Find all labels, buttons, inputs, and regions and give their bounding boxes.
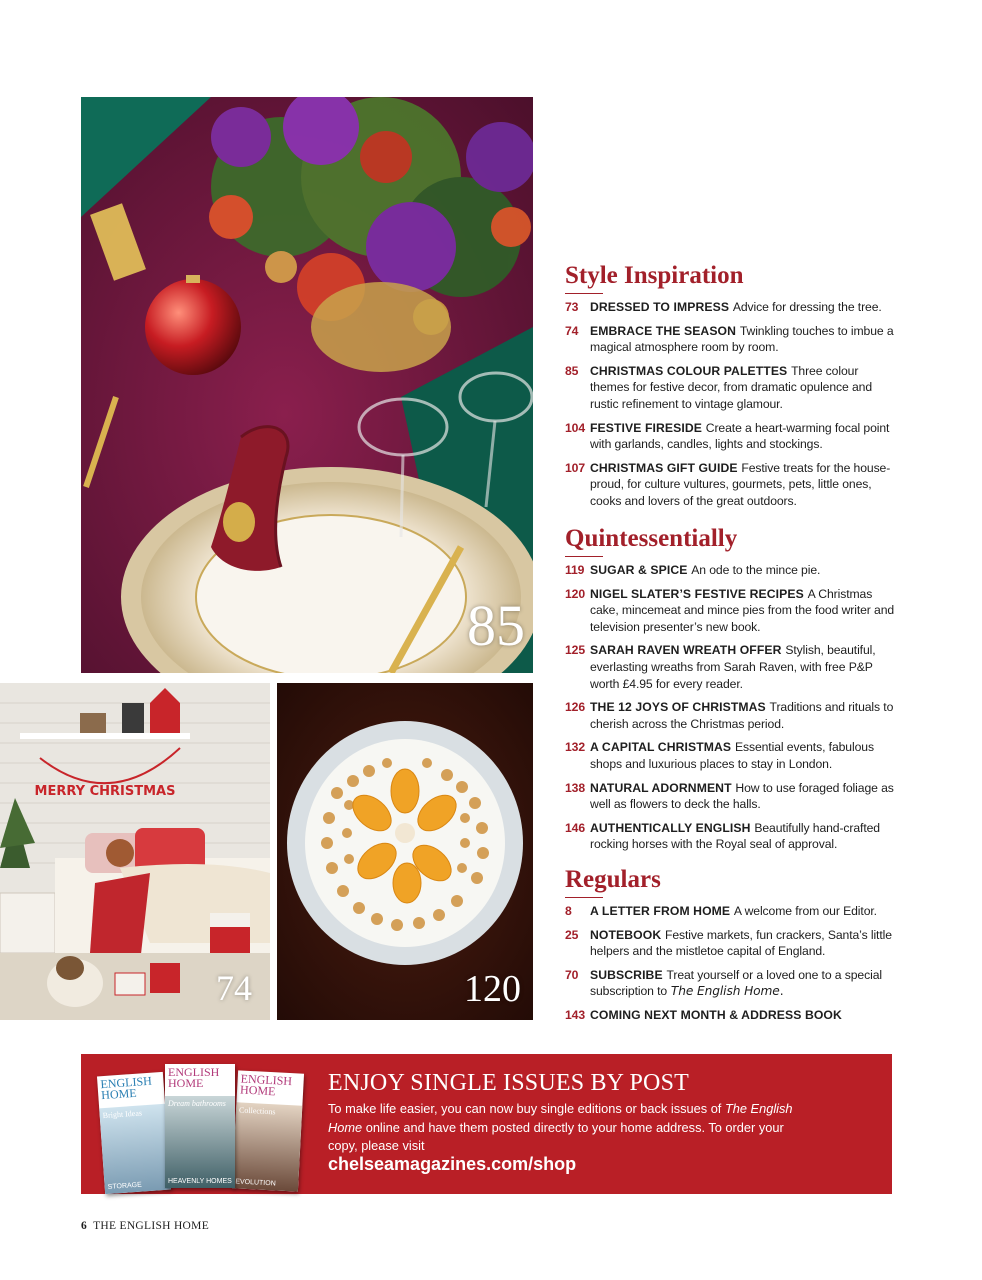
entry-title: NATURAL ADORNMENT xyxy=(590,780,732,795)
entry-page: 70 xyxy=(565,967,579,982)
photo-page-number: 85 xyxy=(467,593,525,658)
cover-line: Bright Ideas xyxy=(102,1108,143,1121)
banner-title: ENJOY SINGLE ISSUES BY POST xyxy=(328,1070,689,1096)
contents-section-quintessentially xyxy=(565,525,895,860)
cover-line: Dream bathrooms xyxy=(168,1099,226,1108)
cover-footer: EVOLUTION xyxy=(235,1178,276,1188)
section-rule xyxy=(565,293,603,294)
entry-page: 132 xyxy=(565,740,586,755)
entry-description: Essential events, fabulous shops and luxurious places to stay in London. xyxy=(590,740,874,771)
entry-page: 119 xyxy=(565,563,585,577)
entry-description: Three colour themes for festive decor, from dramatic opulence and rustic refinement to vintage glamour. xyxy=(590,363,873,411)
contents-entry[interactable] xyxy=(565,642,895,692)
entry-description-italic: The English Home xyxy=(670,984,780,999)
magazine-cover xyxy=(97,1072,171,1194)
entry-title: A CAPITAL CHRISTMAS xyxy=(590,740,732,755)
entry-description: An ode to the mince pie. xyxy=(691,563,821,577)
entry-title: DRESSED TO IMPRESS xyxy=(590,300,730,314)
entry-description: A welcome from our Editor. xyxy=(733,904,877,918)
folio-page-number: 6 xyxy=(81,1220,88,1232)
contents-section-style-inspiration xyxy=(565,262,895,517)
entry-description: Create a heart-warming focal point with garlands, candles, lights and stockings. xyxy=(590,420,890,452)
banner-body-italic: The English Home xyxy=(328,1101,793,1135)
entry-description: Stylish, beautiful, everlasting wreaths from Sarah Raven, with free P&P worth £4.95 for every reader. xyxy=(590,643,876,691)
entry-page: 25 xyxy=(565,927,579,942)
banner-body xyxy=(328,1100,798,1156)
cover-footer: HEAVENLY HOMES xyxy=(168,1178,232,1185)
photo-page-number: 120 xyxy=(464,968,521,1010)
section-heading: Quintessentially xyxy=(565,525,738,552)
entry-description: Beautifully hand-crafted rocking horses with the Royal seal of approval. xyxy=(590,820,880,852)
entry-page: 138 xyxy=(565,780,586,795)
photo-table-setting xyxy=(81,97,533,673)
entry-description: A Christmas cake, mincemeat and mince pies from the food writer and television presenter’s new book. xyxy=(590,586,895,634)
entry-title: CHRISTMAS GIFT GUIDE xyxy=(590,460,738,475)
cover-image xyxy=(232,1102,302,1191)
contents-entry[interactable] xyxy=(565,699,895,732)
contents-entry[interactable] xyxy=(565,820,895,853)
entry-description: Festive markets, fun crackers, Santa’s little helpers and the mistletoe capital of England. xyxy=(590,927,892,959)
contents-entry[interactable] xyxy=(565,299,895,316)
entry-title: EMBRACE THE SEASON xyxy=(590,323,737,338)
section-heading: Style Inspiration xyxy=(565,262,744,289)
entry-title: NOTEBOOK xyxy=(590,927,662,942)
table-setting-image xyxy=(81,97,533,673)
entry-page: 120 xyxy=(565,586,586,601)
entry-title: A LETTER FROM HOME xyxy=(590,904,731,918)
bunting-text: MERRY CHRISTMAS xyxy=(34,784,176,799)
entry-description: Twinkling touches to imbue a magical atmosphere room by room. xyxy=(590,323,894,355)
banner-body-text: online and have them posted directly to your home address. To order your copy, please visit xyxy=(328,1119,784,1153)
cover-line: Collections xyxy=(238,1105,276,1117)
contents-entry[interactable] xyxy=(565,420,895,453)
contents-entry[interactable] xyxy=(565,562,895,579)
entry-title: NIGEL SLATER’S FESTIVE RECIPES xyxy=(590,586,804,601)
photo-christmas-cake xyxy=(277,683,533,1020)
entry-page: 85 xyxy=(565,363,579,378)
contents-entry[interactable] xyxy=(565,967,895,1000)
cover-masthead: ENGLISH HOME xyxy=(239,1071,293,1099)
entry-page: 73 xyxy=(565,300,579,314)
entry-description: Advice for dressing the tree. xyxy=(732,300,882,314)
contents-entry[interactable] xyxy=(565,903,895,920)
cover-image xyxy=(99,1104,171,1194)
entry-page: 104 xyxy=(565,420,586,435)
entry-title: SUBSCRIBE xyxy=(590,967,663,982)
entry-page: 125 xyxy=(565,643,586,658)
entry-title: COMING NEXT MONTH & ADDRESS BOOK xyxy=(590,1007,842,1022)
entry-page: 8 xyxy=(565,904,572,918)
entry-title: SARAH RAVEN WREATH OFFER xyxy=(590,643,782,658)
shop-link[interactable]: chelseamagazines.com/shop xyxy=(328,1154,577,1174)
contents-entry[interactable] xyxy=(565,927,895,960)
entry-page: 126 xyxy=(565,700,586,715)
entry-page: 143 xyxy=(565,1007,586,1022)
section-rule xyxy=(565,897,603,898)
photo-page-number: 74 xyxy=(216,968,252,1008)
cover-footer: STORAGE xyxy=(107,1181,143,1191)
contents-entry[interactable] xyxy=(565,323,895,356)
entry-title: AUTHENTICALLY ENGLISH xyxy=(590,820,751,835)
contents-entry[interactable] xyxy=(565,460,895,510)
entry-title: THE 12 JOYS OF CHRISTMAS xyxy=(590,700,766,715)
contents-section-regulars xyxy=(565,866,895,1031)
entry-description: Traditions and rituals to cherish across the Christmas period. xyxy=(590,700,894,731)
contents-entry[interactable] xyxy=(565,586,895,636)
magazine-cover xyxy=(232,1070,304,1191)
entry-title: FESTIVE FIRESIDE xyxy=(590,420,702,435)
contents-entry[interactable] xyxy=(565,1007,895,1024)
magazine-covers xyxy=(93,1062,308,1190)
entry-page: 107 xyxy=(565,460,586,475)
folio-title: THE ENGLISH HOME xyxy=(93,1220,210,1232)
cover-masthead: ENGLISH HOME xyxy=(168,1065,220,1090)
entry-description: Festive treats for the house-proud, for culture vultures, gourmets, pets, little ones, cooks and lovers of the great outdoors. xyxy=(590,460,891,508)
section-rule xyxy=(565,556,603,557)
photo-bedroom xyxy=(0,683,270,1020)
cover-image xyxy=(165,1096,235,1188)
entry-description-end: . xyxy=(779,984,784,999)
section-heading: Regulars xyxy=(565,866,661,893)
magazine-cover xyxy=(165,1064,235,1188)
entry-description: How to use foraged foliage as well as flowers to deck the halls. xyxy=(590,780,894,812)
entry-page: 146 xyxy=(565,820,586,835)
banner-body-text: To make life easier, you can now buy single editions or back issues of xyxy=(328,1101,722,1116)
page-folio xyxy=(81,1220,209,1232)
cover-masthead: ENGLISH HOME xyxy=(100,1073,153,1103)
single-issues-banner[interactable] xyxy=(81,1054,892,1194)
entry-title: CHRISTMAS COLOUR PALETTES xyxy=(590,363,788,378)
entry-page: 74 xyxy=(565,323,579,338)
entry-title: SUGAR & SPICE xyxy=(590,563,688,577)
contents-entry[interactable] xyxy=(565,363,895,413)
contents-entry[interactable] xyxy=(565,780,895,813)
entry-description: Treat yourself or a loved one to a special subscription to xyxy=(590,967,882,999)
contents-entry[interactable] xyxy=(565,739,895,772)
